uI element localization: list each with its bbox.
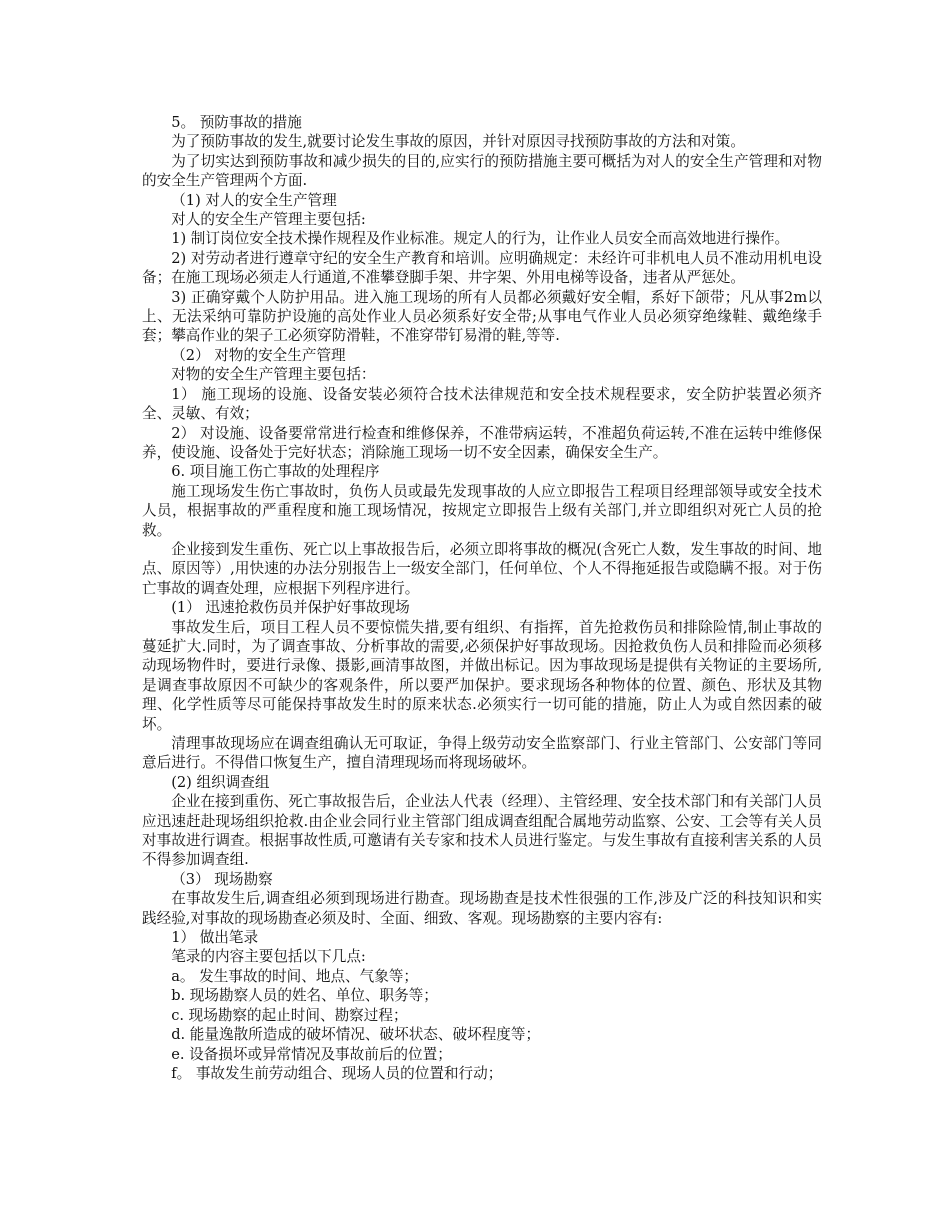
paragraph: 事故发生后，项目工程人员不要惊慌失措,要有组织、有指挥，首先抢救伤员和排除险情,制止事故的蔓延扩大.同时，为了调查事故、分析事故的需要,必须保护好事故现场。因抢救负伤人员和排险而必须移动现场物件时，要进行录像、摄影,画清事故图，并做出标记。因为事故现场是提供有关物证的主要场所,是调查事故原因不可缺少的客观条件，所以要严加保护。要求现场各种物体的位置、颜色、形状及其物理、化学性质等尽可能保持事故发生时的原来状态.必须实行一切可能的措施，防止人为或自然因素的破坏。 (142, 618, 822, 733)
paragraph: 笔录的内容主要包括以下几点: (171, 948, 366, 966)
list-item: b. 现场勘察人员的姓名、单位、职务等； (171, 987, 438, 1005)
list-item: 3) 正确穿戴个人防护用品。进入施工现场的所有人员都必须戴好安全帽，系好下颌带；凡从事2m以上、无法采纳可靠防护设施的高处作业人员必须系好安全带;从事电气作业人员必须穿绝缘鞋、戴绝缘手套；攀高作业的架子工必须穿防滑鞋，不准穿带钉易滑的鞋,等等. (142, 288, 822, 345)
section-6-heading: 6. 项目施工伤亡事故的处理程序 (171, 463, 380, 481)
subsection-heading: (2) 组织调查组 (171, 773, 270, 791)
list-item: 1） 做出笔录 (171, 929, 259, 947)
subsection-heading: （3） 现场勘察 (171, 870, 273, 888)
document-body (142, 113, 822, 1083)
paragraph: 企业在接到重伤、死亡事故报告后，企业法人代表（经理）、主管经理、安全技术部门和有关部门人员应迅速赶赴现场组织抢救.由企业会同行业主管部门组成调查组配合属地劳动监察、公安、工会等有关人员对事故进行调查。根据事故性质,可邀请有关专家和技术人员进行鉴定。与发生事故有直接利害关系的人员不得参加调查组. (142, 793, 822, 869)
paragraph: 对人的安全生产管理主要包括: (171, 211, 366, 229)
paragraph: 企业接到发生重伤、死亡以上事故报告后，必须立即将事故的概况(含死亡人数，发生事故的时间、地点、原因等）,用快速的办法分别报告上一级安全部门，任何单位、个人不得拖延报告或隐瞒不报。对于伤亡事故的调查处理，应根据下列程序进行。 (142, 540, 822, 597)
list-item: 2) 对劳动者进行遵章守纪的安全生产教育和培训。应明确规定：未经许可非机电人员不准动用机电设备；在施工现场必须走人行通道,不准攀登脚手架、井字架、外用电梯等设备，违者从严惩处。 (142, 249, 822, 287)
list-item: 2） 对设施、设备要常常进行检查和维修保养，不准带病运转，不准超负荷运转,不准在运转中维修保养，使设施、设备处于完好状态；消除施工现场一切不安全因素，确保安全生产。 (142, 424, 822, 461)
list-item: a。 发生事故的时间、地点、气象等； (171, 967, 419, 985)
paragraph: 为了预防事故的发生,就要讨论发生事故的原因，并针对原因寻找预防事故的方法和对策。 (171, 133, 745, 151)
list-item: 1) 制订岗位安全技术操作规程及作业标准。规定人的行为，让作业人员安全而高效地进行操作。 (171, 230, 790, 248)
paragraph: 在事故发生后,调查组必须到现场进行勘查。现场勘查是技术性很强的工作,涉及广泛的科技知识和实践经验,对事故的现场勘查必须及时、全面、细致、客观。现场勘察的主要内容有: (142, 890, 822, 927)
list-item: 1） 施工现场的设施、设备安装必须符合技术法律规范和安全技术规程要求，安全防护装置必须齐全、灵敏、有效； (142, 385, 822, 423)
list-item: d. 能量逸散所造成的破坏情况、破坏状态、破坏程度等； (171, 1026, 541, 1044)
paragraph: 对物的安全生产管理主要包括： (171, 366, 376, 384)
list-item: c. 现场勘察的起止时间、勘察过程； (171, 1006, 408, 1024)
subsection-heading: (1） 迅速抢救伤员并保护好事故现场 (171, 599, 410, 617)
list-item: f。 事故发生前劳动组合、现场人员的位置和行动； (171, 1064, 503, 1082)
paragraph: 施工现场发生伤亡事故时，负伤人员或最先发现事故的人应立即报告工程项目经理部领导或安全技术人员，根据事故的严重程度和施工现场情况，按规定立即报告上级有关部门,并立即组织对死亡人员的抢救。 (142, 482, 822, 539)
section-5-heading: 5。 预防事故的措施 (171, 114, 302, 131)
paragraph: 为了切实达到预防事故和减少损失的目的,应实行的预防措施主要可概括为对人的安全生产管理和对物的安全生产管理两个方面. (142, 152, 822, 190)
list-item: e. 设备损坏或异常情况及事故前后的位置； (171, 1045, 452, 1063)
subsection-heading: （1) 对人的安全生产管理 (171, 191, 337, 209)
subsection-heading: （2） 对物的安全生产管理 (171, 346, 346, 364)
paragraph: 清理事故现场应在调查组确认无可取证，争得上级劳动安全监察部门、行业主管部门、公安部门等同意后进行。不得借口恢复生产，擅自清理现场而将现场破坏。 (142, 735, 822, 772)
